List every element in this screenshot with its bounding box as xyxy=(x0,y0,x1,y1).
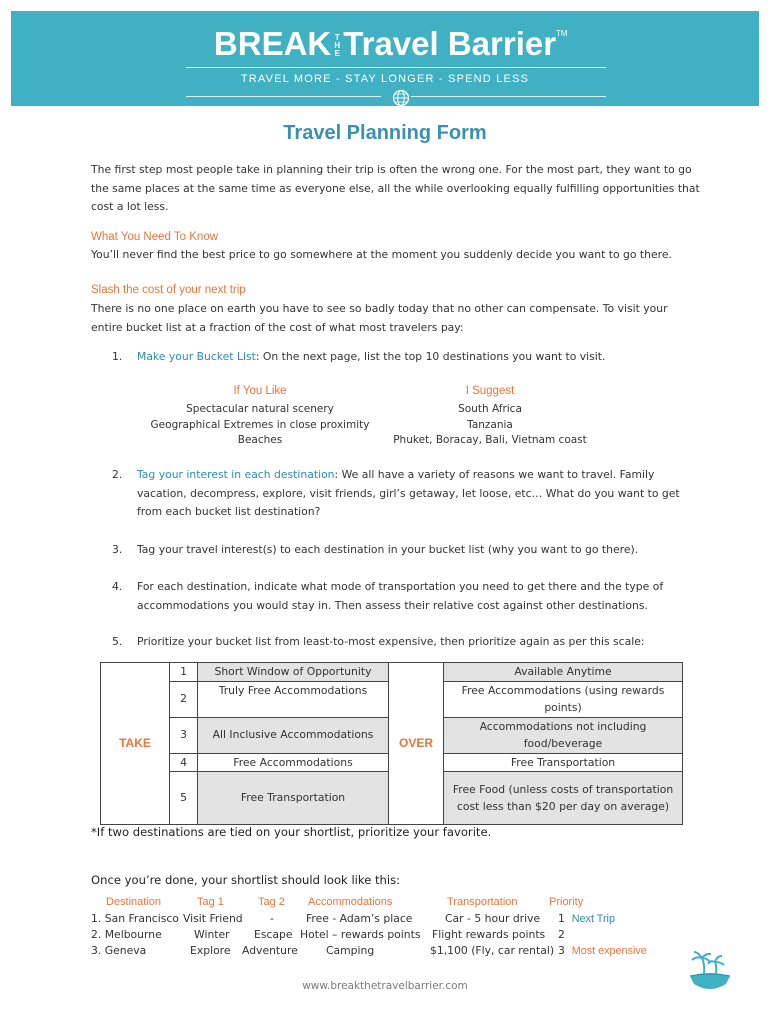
suggest-list-right xyxy=(385,402,595,449)
table-cell: 3 xyxy=(170,717,198,753)
island-icon xyxy=(686,950,734,994)
table-cell: Free Transportation xyxy=(198,772,389,825)
table-cell: Accommodations not including food/beverage xyxy=(444,717,683,753)
logo-the: T H E xyxy=(334,33,341,59)
page-title: Travel Planning Form xyxy=(283,122,487,144)
footer-url[interactable]: www.breakthetravelbarrier.com xyxy=(302,980,468,992)
intro-paragraph: The first step most people take in planning their trip is often the wrong one. For the most part, they want to go the same places at the same time as everyone else, all the while overlooking equally fulfilling opportunities that cost a lot less. xyxy=(91,163,700,213)
list-item: Geographical Extremes in close proximity xyxy=(150,418,370,431)
shortlist-cell: Visit Friend xyxy=(183,912,243,925)
list-item: Tanzania xyxy=(467,418,513,431)
suggest-heading-right: I Suggest xyxy=(465,385,515,397)
section-text: You’ll never find the best price to go somewhere at the moment you suddenly decide you want to go there. xyxy=(91,248,672,261)
table-cell: Free Food (unless costs of transportation cost less than $20 per day on average) xyxy=(444,772,683,825)
shortlist-cell: Car - 5 hour drive xyxy=(445,912,541,925)
step-text: : On the next page, list the top 10 destinations you want to visit. xyxy=(255,350,606,363)
shortlist-header: Priority xyxy=(549,896,584,908)
list-item: South Africa xyxy=(458,403,522,415)
step-text: For each destination, indicate what mode of transportation you need to get there and the type of accommodations you would stay in. Then assess their relative cost against other destinations. xyxy=(137,580,664,612)
shortlist-cell: $1,100 (Fly, car rental) xyxy=(430,944,555,957)
step-text: Prioritize your bucket list from least-to-most expensive, then prioritize again as per this scale: xyxy=(137,635,645,648)
shortlist-cell: - xyxy=(270,912,274,925)
section-heading: Slash the cost of your next trip xyxy=(91,284,246,296)
priority-note: Next Trip xyxy=(571,913,615,925)
list-item: Spectacular natural scenery xyxy=(186,403,334,415)
priority-value: 1 Next Trip xyxy=(558,912,615,925)
header-banner xyxy=(11,11,759,106)
suggest-heading-left: If You Like xyxy=(233,385,287,397)
table-cell: Free Transportation xyxy=(444,753,683,772)
shortlist-cell: Free - Adam’s place xyxy=(306,912,413,925)
globe-icon xyxy=(392,89,410,107)
table-cell: Free Accommodations (using rewards points) xyxy=(444,681,683,717)
table-row xyxy=(101,663,683,682)
tie-note: *If two destinations are tied on your shortlist, prioritize your favorite. xyxy=(91,825,492,839)
step-text: Tag your travel interest(s) to each destination in your bucket list (why you want to go there). xyxy=(137,543,639,556)
shortlist-header: Tag 2 xyxy=(258,896,285,908)
table-cell: Free Accommodations xyxy=(198,753,389,772)
divider xyxy=(186,96,381,97)
shortlist-cell: Winter xyxy=(194,928,230,941)
tagline: TRAVEL MORE - STAY LONGER - SPEND LESS xyxy=(240,73,530,85)
priority-value: 3 Most expensive xyxy=(558,944,647,957)
step-link: Make your Bucket List xyxy=(137,350,256,363)
section-heading: What You Need To Know xyxy=(91,231,219,243)
divider xyxy=(186,67,606,68)
trademark: TM xyxy=(556,29,568,38)
brand-logo: BREAK T H E Travel Barrier xyxy=(213,25,557,62)
shortlist-cell: Explore xyxy=(190,944,231,957)
step-text: : We all have a variety of reasons we want to travel. Family vacation, decompress, explore, visit friends, girl’s getaway, let loose, etc… What do you want to get from each bucket list destination? xyxy=(137,468,680,518)
take-label: TAKE xyxy=(101,663,170,825)
list-item: Phuket, Boracay, Bali, Vietnam coast xyxy=(393,434,587,446)
priority-value: 2 xyxy=(558,928,565,941)
shortlist-cell: Adventure xyxy=(242,944,298,957)
shortlist-cell: Escape xyxy=(254,928,293,941)
table-cell: Short Window of Opportunity xyxy=(198,663,389,682)
shortlist-intro: Once you’re done, your shortlist should look like this: xyxy=(91,873,401,887)
shortlist-cell: Flight rewards points xyxy=(432,928,546,941)
step-number: 3. xyxy=(112,543,123,556)
step-link: Tag your interest in each destination xyxy=(137,468,335,481)
section-text: There is no one place on earth you have to see so badly today that no other can compensate. To visit your entire bucket list at a fraction of the cost of what most travelers pay: xyxy=(91,302,668,334)
shortlist-cell: 1. San Francisco xyxy=(91,912,179,925)
priority-note: Most expensive xyxy=(571,945,647,957)
shortlist-header: Accommodations xyxy=(308,896,393,908)
step-number: 4. xyxy=(112,580,123,593)
table-cell: All Inclusive Accommodations xyxy=(198,717,389,753)
shortlist-cell: 2. Melbourne xyxy=(91,928,162,941)
step-number: 2. xyxy=(112,468,123,481)
divider xyxy=(411,96,606,97)
shortlist-cell: Camping xyxy=(326,944,375,957)
step-number: 5. xyxy=(112,635,123,648)
shortlist-header: Destination xyxy=(106,896,162,908)
table-cell: Truly Free Accommodations xyxy=(198,681,389,717)
shortlist-cell: 3. Geneva xyxy=(91,944,147,957)
table-cell: 1 xyxy=(170,663,198,682)
step-number: 1. xyxy=(112,350,123,363)
over-label: OVER xyxy=(389,663,444,825)
shortlist-header: Transportation xyxy=(447,896,518,908)
shortlist-cell: Hotel – rewards points xyxy=(300,928,421,941)
table-cell: Available Anytime xyxy=(444,663,683,682)
table-cell: 4 xyxy=(170,753,198,772)
shortlist-header: Tag 1 xyxy=(197,896,224,908)
list-item: Beaches xyxy=(237,434,283,446)
suggest-list-left xyxy=(140,402,380,449)
table-cell: 5 xyxy=(170,772,198,825)
table-cell: 2 xyxy=(170,681,198,717)
priority-scale-table xyxy=(100,662,683,825)
